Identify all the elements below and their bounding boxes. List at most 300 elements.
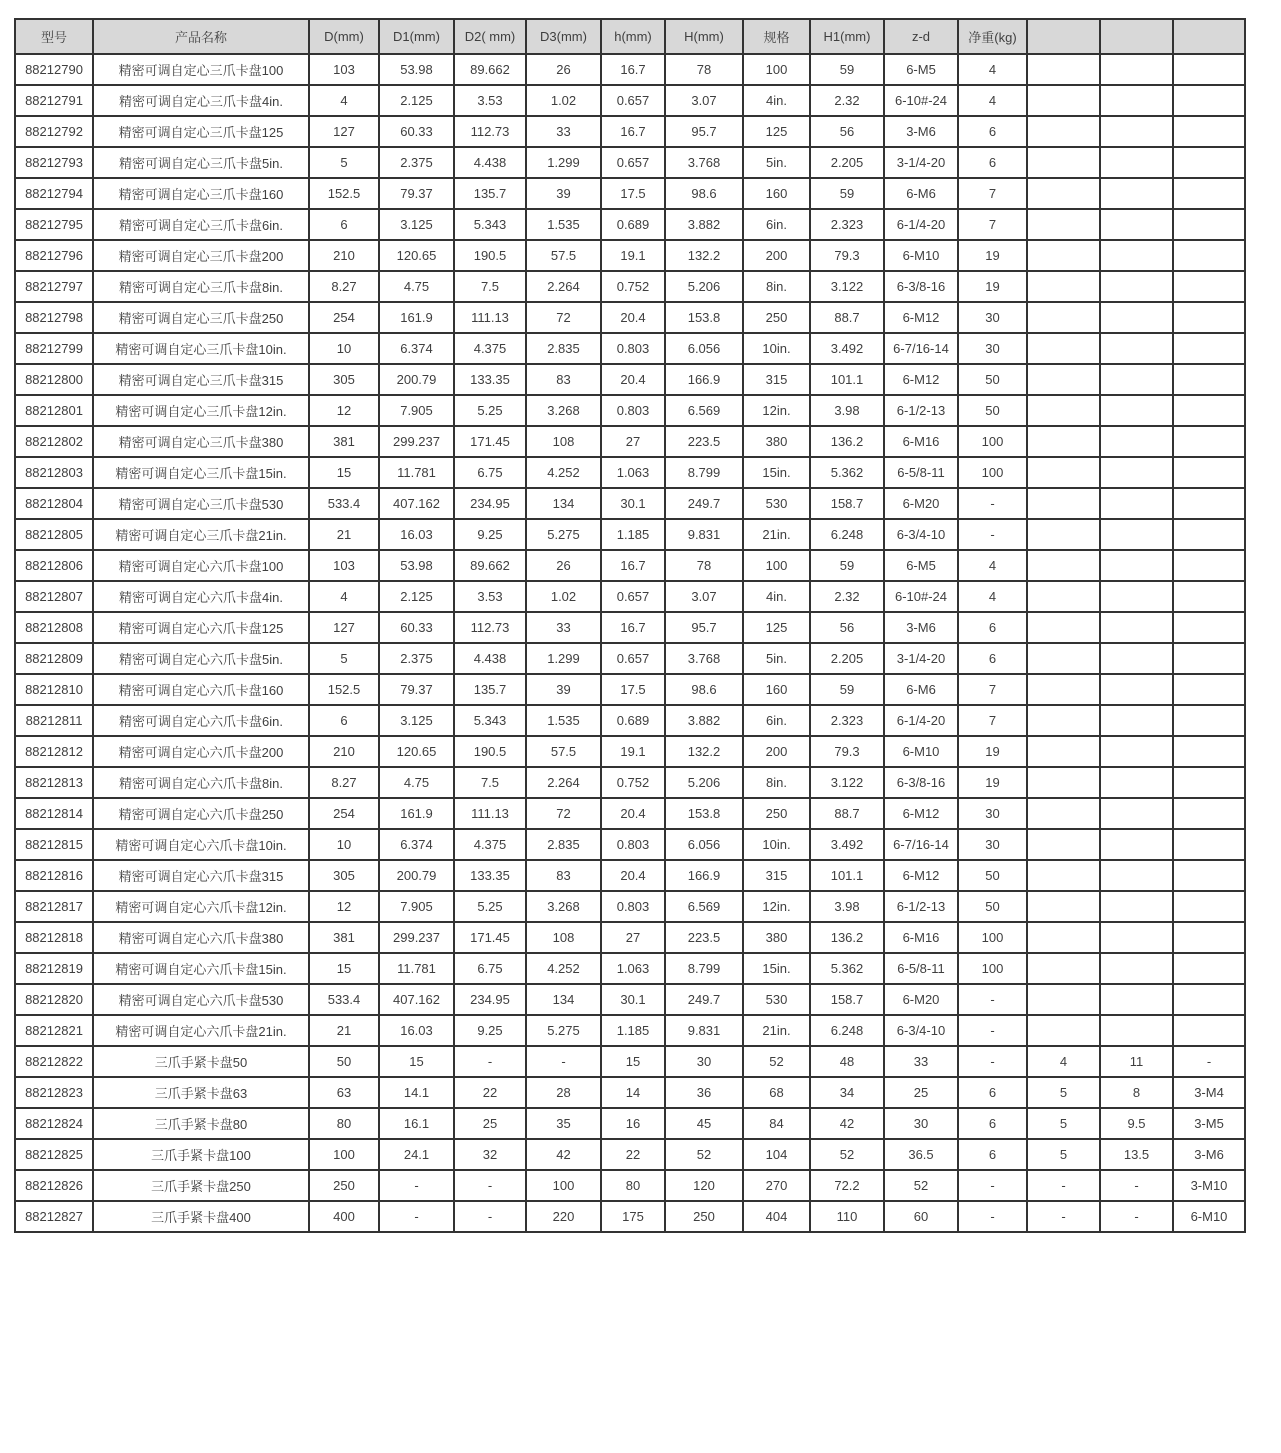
table-row [15, 54, 1245, 85]
table-cell: 136.2 [810, 922, 884, 953]
table-cell: 4.438 [454, 147, 526, 178]
table-cell: 100 [743, 550, 810, 581]
table-cell: 3-M10 [1173, 1170, 1245, 1201]
table-cell: 6.75 [454, 457, 526, 488]
product-name-cell: 精密可调自定心六爪卡盘12in. [93, 891, 309, 922]
table-cell: 26 [526, 550, 601, 581]
product-name-cell: 精密可调自定心三爪卡盘6in. [93, 209, 309, 240]
table-cell: 3.98 [810, 395, 884, 426]
table-row [15, 240, 1245, 271]
table-cell: 407.162 [379, 984, 454, 1015]
table-cell: 200.79 [379, 364, 454, 395]
table-cell [1100, 550, 1173, 581]
table-row [15, 178, 1245, 209]
table-cell: 88.7 [810, 798, 884, 829]
table-cell: 1.02 [526, 581, 601, 612]
model-cell: 88212800 [15, 364, 93, 395]
table-cell [1173, 271, 1245, 302]
table-cell [1100, 457, 1173, 488]
table-cell [1100, 147, 1173, 178]
model-cell: 88212806 [15, 550, 93, 581]
table-cell: 4.375 [454, 333, 526, 364]
table-cell: 5.362 [810, 953, 884, 984]
table-cell: - [958, 984, 1027, 1015]
table-cell: 315 [743, 364, 810, 395]
table-cell: 5.25 [454, 395, 526, 426]
table-cell: 3.492 [810, 333, 884, 364]
model-cell: 88212801 [15, 395, 93, 426]
table-cell [1100, 922, 1173, 953]
table-cell: 120 [665, 1170, 743, 1201]
table-cell: 4 [958, 581, 1027, 612]
column-header: D(mm) [309, 19, 379, 54]
table-cell: 270 [743, 1170, 810, 1201]
table-cell: 79.37 [379, 674, 454, 705]
table-cell: 210 [309, 736, 379, 767]
table-cell: 32 [454, 1139, 526, 1170]
table-cell: 111.13 [454, 798, 526, 829]
product-name-cell: 精密可调自定心六爪卡盘8in. [93, 767, 309, 798]
model-cell: 88212826 [15, 1170, 93, 1201]
table-cell: 134 [526, 984, 601, 1015]
table-cell: 25 [454, 1108, 526, 1139]
table-cell: 56 [810, 116, 884, 147]
table-cell: 305 [309, 364, 379, 395]
table-row [15, 426, 1245, 457]
table-cell: 381 [309, 922, 379, 953]
table-cell: 101.1 [810, 364, 884, 395]
table-cell: - [379, 1170, 454, 1201]
table-cell: 16.7 [601, 116, 665, 147]
table-cell [1100, 364, 1173, 395]
table-cell: - [958, 1015, 1027, 1046]
table-cell: 20.4 [601, 860, 665, 891]
table-cell: 3-1/4-20 [884, 643, 958, 674]
table-cell: 210 [309, 240, 379, 271]
product-name-cell: 精密可调自定心六爪卡盘10in. [93, 829, 309, 860]
table-cell: 4 [309, 85, 379, 116]
table-cell: 6-3/4-10 [884, 1015, 958, 1046]
table-cell: 533.4 [309, 984, 379, 1015]
product-name-cell: 精密可调自定心六爪卡盘530 [93, 984, 309, 1015]
table-cell: 0.657 [601, 147, 665, 178]
table-row [15, 767, 1245, 798]
table-cell: 6-1/2-13 [884, 891, 958, 922]
table-cell: 6 [958, 1077, 1027, 1108]
table-cell: 6-7/16-14 [884, 333, 958, 364]
table-cell [1173, 302, 1245, 333]
column-header [1173, 19, 1245, 54]
table-cell: 127 [309, 612, 379, 643]
table-cell: 6.569 [665, 395, 743, 426]
table-cell: 0.657 [601, 85, 665, 116]
table-cell: 2.264 [526, 767, 601, 798]
product-spec-table [14, 18, 1246, 1233]
table-cell: 153.8 [665, 798, 743, 829]
table-cell: 28 [526, 1077, 601, 1108]
table-cell: 21in. [743, 519, 810, 550]
table-cell: 3-1/4-20 [884, 147, 958, 178]
table-cell: 166.9 [665, 860, 743, 891]
table-cell: 6-M12 [884, 302, 958, 333]
table-cell [1173, 488, 1245, 519]
table-cell [1100, 674, 1173, 705]
model-cell: 88212795 [15, 209, 93, 240]
table-cell: 4 [958, 54, 1027, 85]
table-cell [1100, 426, 1173, 457]
product-name-cell: 精密可调自定心三爪卡盘250 [93, 302, 309, 333]
table-cell: 10in. [743, 829, 810, 860]
table-cell: 299.237 [379, 922, 454, 953]
table-cell: - [1027, 1201, 1100, 1232]
table-cell: 132.2 [665, 736, 743, 767]
table-cell: 20.4 [601, 364, 665, 395]
table-cell: 11 [1100, 1046, 1173, 1077]
table-row [15, 922, 1245, 953]
table-cell: 6-10#-24 [884, 85, 958, 116]
table-cell: - [958, 519, 1027, 550]
table-cell [1100, 271, 1173, 302]
table-cell: 56 [810, 612, 884, 643]
table-cell: 3-M6 [884, 116, 958, 147]
table-cell: 0.803 [601, 829, 665, 860]
model-cell: 88212814 [15, 798, 93, 829]
table-cell [1100, 736, 1173, 767]
table-cell: 98.6 [665, 178, 743, 209]
table-cell: - [526, 1046, 601, 1077]
table-cell: 6-10#-24 [884, 581, 958, 612]
table-cell: 60.33 [379, 612, 454, 643]
column-header: z-d [884, 19, 958, 54]
table-cell: 5 [1027, 1108, 1100, 1139]
table-cell: 12in. [743, 891, 810, 922]
product-name-cell: 精密可调自定心三爪卡盘200 [93, 240, 309, 271]
table-cell: 33 [884, 1046, 958, 1077]
table-cell: 2.264 [526, 271, 601, 302]
table-cell: 5 [1027, 1077, 1100, 1108]
table-cell: 21 [309, 1015, 379, 1046]
table-cell: 4.375 [454, 829, 526, 860]
table-cell [1100, 395, 1173, 426]
table-cell: 68 [743, 1077, 810, 1108]
table-cell: 6-M5 [884, 54, 958, 85]
table-cell: 6in. [743, 705, 810, 736]
table-cell [1100, 302, 1173, 333]
table-cell: 3.882 [665, 705, 743, 736]
table-cell: 7 [958, 674, 1027, 705]
table-cell: 200.79 [379, 860, 454, 891]
table-cell: 112.73 [454, 612, 526, 643]
table-cell: 5in. [743, 147, 810, 178]
table-cell: 0.657 [601, 643, 665, 674]
table-cell: 103 [309, 550, 379, 581]
table-cell: 12 [309, 891, 379, 922]
model-cell: 88212799 [15, 333, 93, 364]
model-cell: 88212827 [15, 1201, 93, 1232]
table-cell: 30 [958, 302, 1027, 333]
table-cell [1027, 705, 1100, 736]
table-cell: 5.206 [665, 767, 743, 798]
table-cell [1027, 488, 1100, 519]
table-cell: 15 [379, 1046, 454, 1077]
table-cell: 30 [958, 829, 1027, 860]
product-name-cell: 精密可调自定心六爪卡盘15in. [93, 953, 309, 984]
table-cell: 0.803 [601, 395, 665, 426]
model-cell: 88212812 [15, 736, 93, 767]
table-cell: 305 [309, 860, 379, 891]
table-cell: 30.1 [601, 984, 665, 1015]
table-cell: 19.1 [601, 736, 665, 767]
table-cell [1173, 984, 1245, 1015]
table-cell: 6-M12 [884, 364, 958, 395]
table-cell: 30 [958, 798, 1027, 829]
table-cell [1173, 736, 1245, 767]
table-cell: 4in. [743, 85, 810, 116]
table-cell [1173, 426, 1245, 457]
table-cell [1173, 798, 1245, 829]
table-cell [1173, 550, 1245, 581]
table-cell [1027, 612, 1100, 643]
table-cell: 26 [526, 54, 601, 85]
table-cell: 25 [884, 1077, 958, 1108]
table-cell [1100, 1015, 1173, 1046]
table-cell: 9.5 [1100, 1108, 1173, 1139]
table-cell: 190.5 [454, 240, 526, 271]
table-cell: 158.7 [810, 488, 884, 519]
product-name-cell: 精密可调自定心六爪卡盘380 [93, 922, 309, 953]
product-name-cell: 精密可调自定心三爪卡盘12in. [93, 395, 309, 426]
table-row [15, 674, 1245, 705]
table-cell: 95.7 [665, 116, 743, 147]
table-cell: 15 [309, 953, 379, 984]
table-cell: 16.1 [379, 1108, 454, 1139]
table-cell [1027, 54, 1100, 85]
table-cell: 20.4 [601, 302, 665, 333]
table-row [15, 271, 1245, 302]
table-cell: 1.535 [526, 209, 601, 240]
table-cell: 24.1 [379, 1139, 454, 1170]
table-cell: 33 [526, 116, 601, 147]
table-cell: 6-M20 [884, 984, 958, 1015]
table-cell [1100, 581, 1173, 612]
model-cell: 88212809 [15, 643, 93, 674]
table-cell: 59 [810, 674, 884, 705]
table-cell: 89.662 [454, 54, 526, 85]
table-cell: 7.905 [379, 891, 454, 922]
table-cell [1027, 643, 1100, 674]
table-cell: - [454, 1046, 526, 1077]
table-cell: 158.7 [810, 984, 884, 1015]
product-name-cell: 精密可调自定心三爪卡盘100 [93, 54, 309, 85]
table-cell: 10in. [743, 333, 810, 364]
table-row [15, 953, 1245, 984]
table-row [15, 1108, 1245, 1139]
table-cell: 250 [665, 1201, 743, 1232]
model-cell: 88212817 [15, 891, 93, 922]
table-cell: 380 [743, 426, 810, 457]
table-row [15, 457, 1245, 488]
table-cell: 14 [601, 1077, 665, 1108]
table-cell: 72.2 [810, 1170, 884, 1201]
table-cell: 254 [309, 302, 379, 333]
table-cell: 42 [810, 1108, 884, 1139]
table-row [15, 519, 1245, 550]
table-cell: 103 [309, 54, 379, 85]
table-cell: 95.7 [665, 612, 743, 643]
table-cell: 83 [526, 364, 601, 395]
table-cell: 200 [743, 736, 810, 767]
model-cell: 88212793 [15, 147, 93, 178]
table-cell: 6-5/8-11 [884, 457, 958, 488]
table-cell: 4.75 [379, 767, 454, 798]
model-cell: 88212790 [15, 54, 93, 85]
table-cell: 6-M16 [884, 426, 958, 457]
table-row [15, 395, 1245, 426]
table-cell: 407.162 [379, 488, 454, 519]
table-cell: 6.374 [379, 333, 454, 364]
product-name-cell: 三爪手紧卡盘63 [93, 1077, 309, 1108]
table-cell: 20.4 [601, 798, 665, 829]
table-cell: 6-M6 [884, 178, 958, 209]
table-cell: 3.768 [665, 643, 743, 674]
table-cell: 4in. [743, 581, 810, 612]
table-cell [1027, 364, 1100, 395]
table-cell: 50 [958, 364, 1027, 395]
table-cell: 79.3 [810, 240, 884, 271]
product-name-cell: 三爪手紧卡盘250 [93, 1170, 309, 1201]
table-cell: 7 [958, 178, 1027, 209]
table-cell [1173, 953, 1245, 984]
table-cell: 101.1 [810, 860, 884, 891]
table-cell [1027, 922, 1100, 953]
table-cell [1027, 271, 1100, 302]
table-cell: 60.33 [379, 116, 454, 147]
table-cell: 0.803 [601, 333, 665, 364]
table-cell: 3-M6 [1173, 1139, 1245, 1170]
table-cell [1027, 426, 1100, 457]
table-cell [1173, 364, 1245, 395]
table-cell [1027, 147, 1100, 178]
table-cell: 50 [958, 395, 1027, 426]
table-cell: 234.95 [454, 488, 526, 519]
table-cell: 6-1/4-20 [884, 209, 958, 240]
table-cell: 30.1 [601, 488, 665, 519]
table-cell: 9.831 [665, 519, 743, 550]
model-cell: 88212824 [15, 1108, 93, 1139]
table-cell: 15 [601, 1046, 665, 1077]
table-cell: 30 [884, 1108, 958, 1139]
table-cell [1027, 550, 1100, 581]
product-name-cell: 精密可调自定心三爪卡盘160 [93, 178, 309, 209]
table-cell: 5.343 [454, 209, 526, 240]
table-row [15, 705, 1245, 736]
table-cell: 12 [309, 395, 379, 426]
table-cell: 27 [601, 922, 665, 953]
column-header: H1(mm) [810, 19, 884, 54]
table-cell [1027, 891, 1100, 922]
table-cell: 36.5 [884, 1139, 958, 1170]
table-cell: 15in. [743, 953, 810, 984]
table-cell [1027, 984, 1100, 1015]
table-cell [1100, 798, 1173, 829]
product-name-cell: 三爪手紧卡盘400 [93, 1201, 309, 1232]
table-cell: - [379, 1201, 454, 1232]
table-cell: 125 [743, 116, 810, 147]
table-cell: 1.299 [526, 643, 601, 674]
table-cell: 3.768 [665, 147, 743, 178]
table-cell: 6-1/2-13 [884, 395, 958, 426]
model-cell: 88212815 [15, 829, 93, 860]
table-cell: 0.752 [601, 767, 665, 798]
table-cell: 3.122 [810, 767, 884, 798]
table-cell [1173, 333, 1245, 364]
table-cell: 53.98 [379, 550, 454, 581]
table-cell: 2.125 [379, 581, 454, 612]
column-header: 净重(kg) [958, 19, 1027, 54]
column-header: D1(mm) [379, 19, 454, 54]
table-cell: 6.75 [454, 953, 526, 984]
product-name-cell: 精密可调自定心三爪卡盘8in. [93, 271, 309, 302]
table-cell: 39 [526, 674, 601, 705]
table-cell: - [454, 1170, 526, 1201]
table-cell: 7 [958, 209, 1027, 240]
header-row [15, 19, 1245, 54]
table-cell [1027, 798, 1100, 829]
table-cell: 0.752 [601, 271, 665, 302]
table-cell: 4.438 [454, 643, 526, 674]
table-cell: 10 [309, 829, 379, 860]
table-cell: 6-M6 [884, 674, 958, 705]
product-name-cell: 精密可调自定心三爪卡盘10in. [93, 333, 309, 364]
table-cell: 16.7 [601, 550, 665, 581]
table-cell: 1.063 [601, 457, 665, 488]
table-cell: 53.98 [379, 54, 454, 85]
table-cell: 11.781 [379, 457, 454, 488]
table-row [15, 333, 1245, 364]
table-cell [1100, 829, 1173, 860]
table-cell: 6-M16 [884, 922, 958, 953]
table-cell: 7.905 [379, 395, 454, 426]
table-cell [1100, 860, 1173, 891]
table-cell: 79.3 [810, 736, 884, 767]
table-cell [1100, 240, 1173, 271]
table-cell: 57.5 [526, 240, 601, 271]
table-cell: 6-1/4-20 [884, 705, 958, 736]
table-cell [1173, 147, 1245, 178]
table-cell: 3.53 [454, 85, 526, 116]
table-cell [1173, 829, 1245, 860]
table-cell: 15in. [743, 457, 810, 488]
table-cell: 5.275 [526, 1015, 601, 1046]
table-row [15, 1077, 1245, 1108]
table-cell: 6-3/8-16 [884, 767, 958, 798]
table-cell: 171.45 [454, 426, 526, 457]
product-name-cell: 精密可调自定心六爪卡盘160 [93, 674, 309, 705]
table-cell: 6-M10 [1173, 1201, 1245, 1232]
model-cell: 88212794 [15, 178, 93, 209]
table-cell [1027, 85, 1100, 116]
product-name-cell: 精密可调自定心三爪卡盘15in. [93, 457, 309, 488]
table-cell: 234.95 [454, 984, 526, 1015]
table-body [15, 54, 1245, 1232]
table-cell: 153.8 [665, 302, 743, 333]
table-cell: 83 [526, 860, 601, 891]
table-cell [1173, 240, 1245, 271]
table-cell: 133.35 [454, 364, 526, 395]
model-cell: 88212808 [15, 612, 93, 643]
table-cell: 104 [743, 1139, 810, 1170]
table-cell: 52 [810, 1139, 884, 1170]
